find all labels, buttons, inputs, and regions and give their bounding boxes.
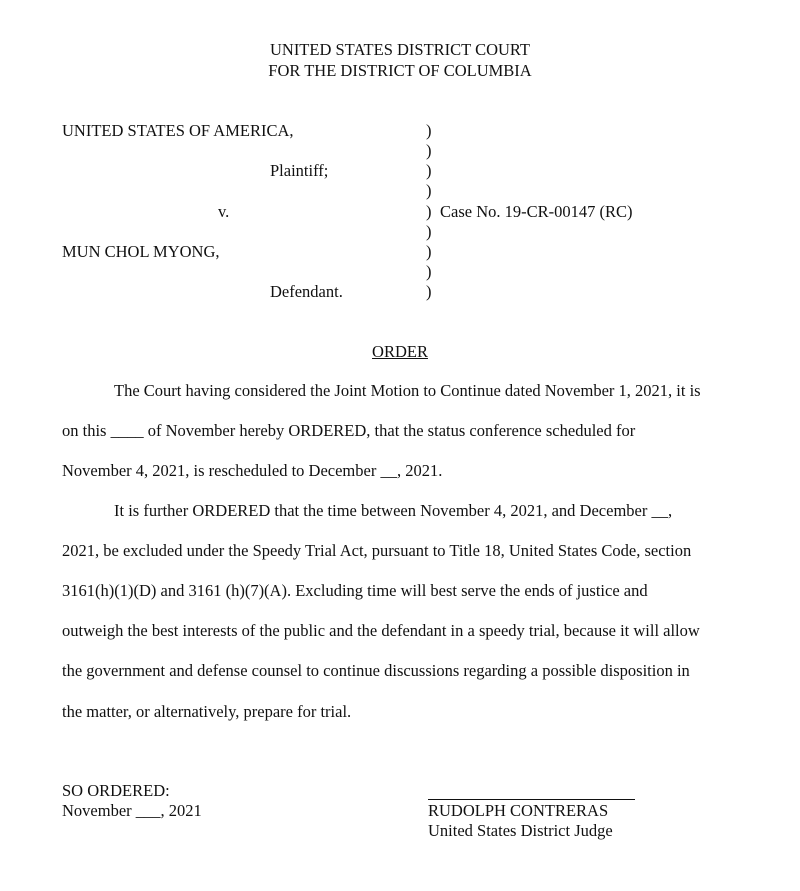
order-body-line: 3161(h)(1)(D) and 3161 (h)(7)(A). Excluding time will best serve the ends of justice and: [62, 581, 648, 600]
defendant-name: MUN CHOL MYONG,: [62, 242, 220, 261]
caption-paren: ): [426, 242, 432, 261]
caption-paren: ): [426, 262, 432, 281]
order-body-line: on this ____ of November hereby ORDERED, that the status conference scheduled for: [62, 421, 636, 440]
caption-paren: ): [426, 161, 432, 180]
order-body-line: November 4, 2021, is rescheduled to December __, 2021.: [62, 461, 443, 480]
caption-paren: ): [426, 202, 432, 221]
order-title: [0, 342, 800, 362]
order-date: November ___, 2021: [62, 801, 202, 820]
order-body-line: the government and defense counsel to continue discussions regarding a possible disposition in: [62, 661, 690, 680]
order-body-line: outweigh the best interests of the public and the defendant in a speedy trial, because it will allow: [62, 621, 700, 640]
caption-paren: ): [426, 181, 432, 200]
order-title-text: ORDER: [372, 342, 428, 361]
judge-title: United States District Judge: [428, 821, 613, 840]
signature-line: [428, 799, 635, 800]
caption-paren: ): [426, 121, 432, 140]
order-body-line: 2021, be excluded under the Speedy Trial Act, pursuant to Title 18, United States Code, section: [62, 541, 692, 560]
court-district: FOR THE DISTRICT OF COLUMBIA: [268, 61, 532, 80]
defendant-role: Defendant.: [270, 282, 343, 301]
caption-paren: ): [426, 222, 432, 241]
so-ordered: SO ORDERED:: [62, 781, 170, 800]
case-number: Case No. 19-CR-00147 (RC): [440, 202, 633, 221]
order-body-line: It is further ORDERED that the time between November 4, 2021, and December __,: [114, 501, 673, 520]
judge-name: RUDOLPH CONTRERAS: [428, 801, 609, 820]
caption-paren: ): [426, 282, 432, 301]
versus-label: v.: [218, 202, 230, 221]
plaintiff-role: Plaintiff;: [270, 161, 329, 180]
order-body-line: the matter, or alternatively, prepare for trial.: [62, 702, 352, 721]
order-body-line: The Court having considered the Joint Motion to Continue dated November 1, 2021, it is: [114, 381, 701, 400]
plaintiff-name: UNITED STATES OF AMERICA,: [62, 121, 294, 140]
court-name: UNITED STATES DISTRICT COURT: [269, 40, 530, 59]
caption-paren: ): [426, 141, 432, 160]
